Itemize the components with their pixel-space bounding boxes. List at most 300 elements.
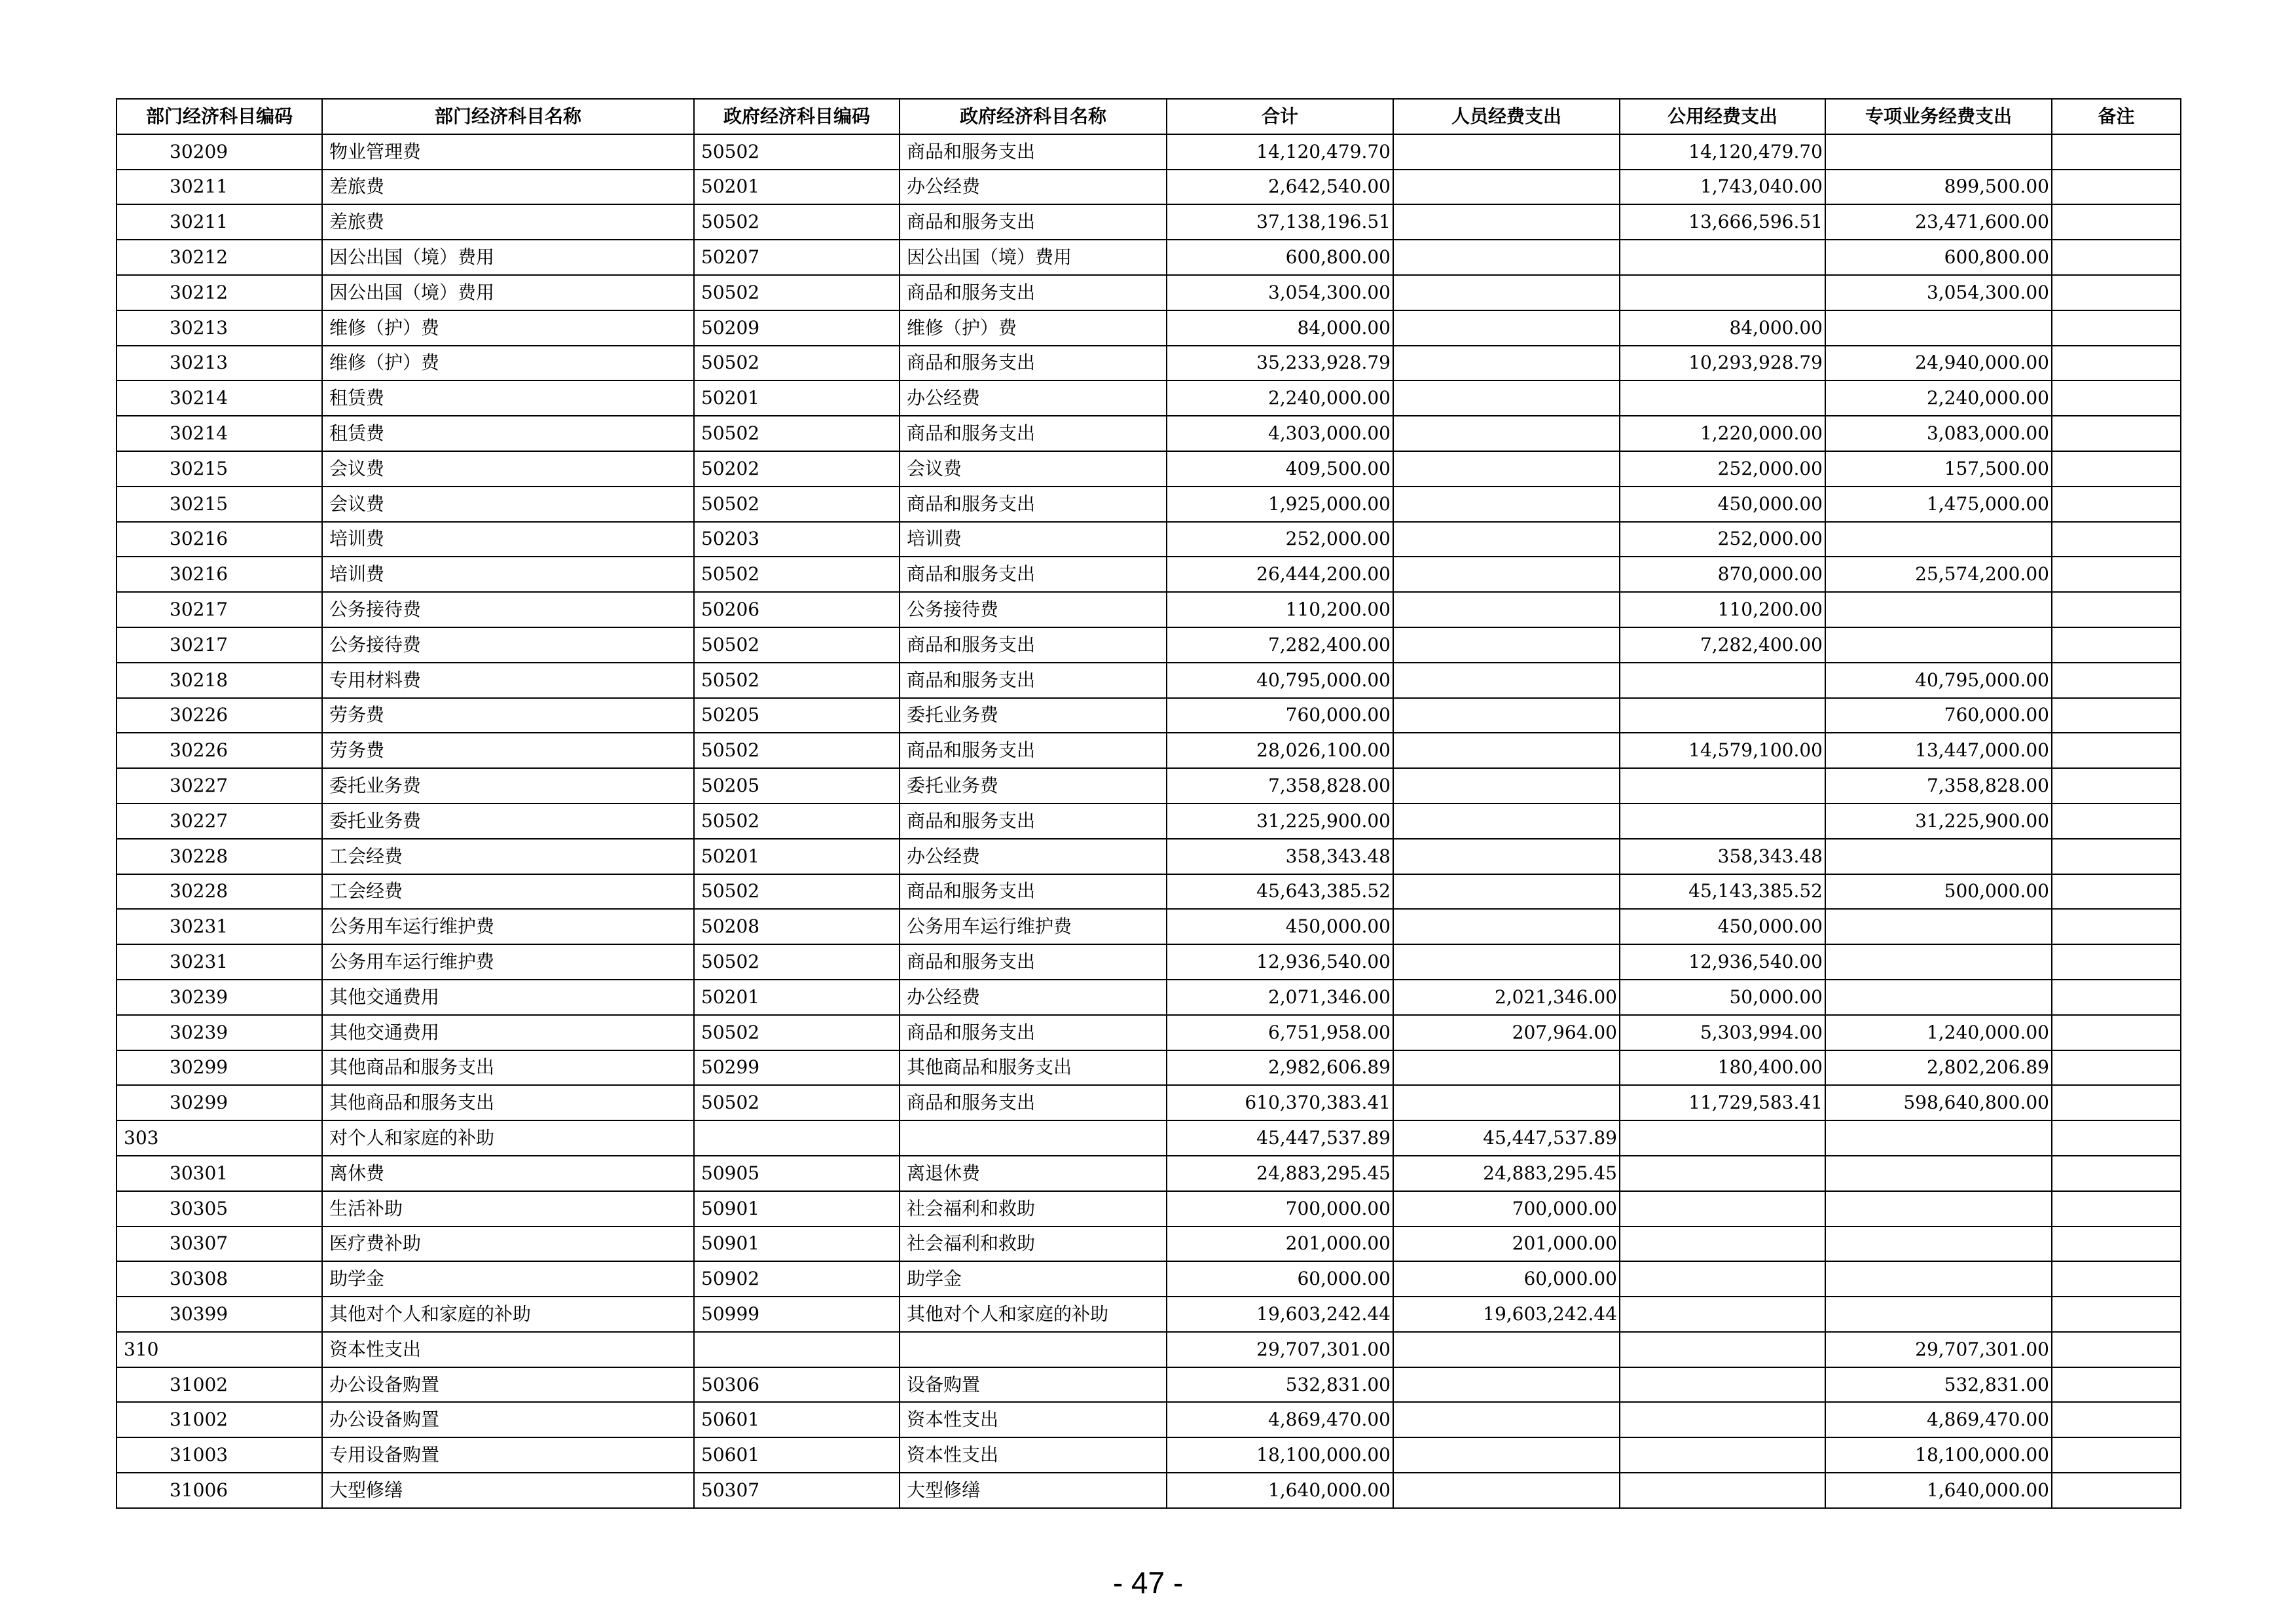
cell-gov-code: 50502 (694, 416, 900, 451)
table-row (117, 874, 2181, 910)
cell-dept-name: 生活补助 (322, 1191, 694, 1227)
cell-special: 1,240,000.00 (1825, 1015, 2052, 1050)
cell-total: 1,640,000.00 (1167, 1473, 1393, 1508)
cell-public: 12,936,540.00 (1620, 944, 1825, 980)
cell-personnel (1393, 839, 1620, 874)
cell-gov-code: 50901 (694, 1227, 900, 1262)
cell-public (1620, 1297, 1825, 1332)
cell-public (1620, 1261, 1825, 1297)
cell-special: 1,475,000.00 (1825, 487, 2052, 522)
cell-total: 6,751,958.00 (1167, 1015, 1393, 1050)
header-note: 备注 (2052, 99, 2181, 134)
cell-special: 3,054,300.00 (1825, 275, 2052, 310)
cell-special (1825, 839, 2052, 874)
cell-personnel (1393, 1085, 1620, 1120)
cell-public (1620, 275, 1825, 310)
cell-personnel (1393, 380, 1620, 416)
cell-gov-code: 50201 (694, 170, 900, 205)
cell-public: 252,000.00 (1620, 522, 1825, 557)
cell-personnel (1393, 275, 1620, 310)
cell-public: 10,293,928.79 (1620, 346, 1825, 381)
cell-dept-name: 公务用车运行维护费 (322, 909, 694, 944)
cell-total: 409,500.00 (1167, 451, 1393, 487)
cell-total: 14,120,479.70 (1167, 134, 1393, 170)
table-row (117, 1261, 2181, 1297)
cell-note (2052, 839, 2181, 874)
cell-note (2052, 1050, 2181, 1086)
cell-special (1825, 909, 2052, 944)
cell-dept-code: 30307 (117, 1227, 322, 1262)
cell-gov-name: 商品和服务支出 (900, 1085, 1167, 1120)
cell-note (2052, 134, 2181, 170)
cell-total: 252,000.00 (1167, 522, 1393, 557)
cell-special: 3,083,000.00 (1825, 416, 2052, 451)
cell-dept-name: 维修（护）费 (322, 346, 694, 381)
table-row (117, 1437, 2181, 1473)
table-row (117, 557, 2181, 592)
cell-personnel: 45,447,537.89 (1393, 1120, 1620, 1156)
cell-gov-name (900, 1332, 1167, 1367)
cell-gov-code: 50502 (694, 346, 900, 381)
cell-dept-code: 30217 (117, 627, 322, 663)
table-row (117, 204, 2181, 240)
table-row (117, 592, 2181, 627)
cell-personnel: 60,000.00 (1393, 1261, 1620, 1297)
cell-gov-code: 50901 (694, 1191, 900, 1227)
header-gov-name: 政府经济科目名称 (900, 99, 1167, 134)
cell-dept-name: 劳务费 (322, 733, 694, 768)
cell-dept-name: 专用材料费 (322, 663, 694, 698)
cell-dept-code: 30215 (117, 451, 322, 487)
cell-gov-name: 商品和服务支出 (900, 874, 1167, 910)
header-personnel: 人员经费支出 (1393, 99, 1620, 134)
cell-personnel (1393, 310, 1620, 346)
cell-gov-code: 50502 (694, 874, 900, 910)
cell-dept-code: 31002 (117, 1367, 322, 1403)
cell-dept-name: 离休费 (322, 1156, 694, 1191)
cell-gov-name: 大型修缮 (900, 1473, 1167, 1508)
cell-dept-code: 30399 (117, 1297, 322, 1332)
cell-personnel (1393, 134, 1620, 170)
cell-dept-code: 31003 (117, 1437, 322, 1473)
cell-note (2052, 1297, 2181, 1332)
cell-gov-name: 其他商品和服务支出 (900, 1050, 1167, 1086)
cell-public (1620, 1402, 1825, 1437)
cell-dept-name: 维修（护）费 (322, 310, 694, 346)
cell-gov-code: 50202 (694, 451, 900, 487)
cell-gov-name: 商品和服务支出 (900, 944, 1167, 980)
cell-personnel (1393, 487, 1620, 522)
cell-personnel (1393, 768, 1620, 803)
cell-dept-name: 培训费 (322, 557, 694, 592)
cell-dept-code: 30299 (117, 1085, 322, 1120)
cell-public: 450,000.00 (1620, 487, 1825, 522)
cell-dept-code: 30216 (117, 522, 322, 557)
table-row (117, 1120, 2181, 1156)
cell-note (2052, 1085, 2181, 1120)
header-total: 合计 (1167, 99, 1393, 134)
cell-special (1825, 134, 2052, 170)
cell-gov-name: 委托业务费 (900, 698, 1167, 733)
cell-gov-name: 商品和服务支出 (900, 733, 1167, 768)
cell-total: 3,054,300.00 (1167, 275, 1393, 310)
cell-gov-code: 50502 (694, 733, 900, 768)
page-number: - 47 - (1112, 1566, 1184, 1600)
cell-gov-name: 办公经费 (900, 170, 1167, 205)
cell-note (2052, 698, 2181, 733)
table-row (117, 1297, 2181, 1332)
cell-personnel (1393, 1402, 1620, 1437)
cell-personnel: 2,021,346.00 (1393, 980, 1620, 1015)
cell-gov-code: 50502 (694, 627, 900, 663)
cell-note (2052, 909, 2181, 944)
table-row (117, 1191, 2181, 1227)
cell-dept-code: 30211 (117, 204, 322, 240)
cell-gov-code: 50502 (694, 204, 900, 240)
cell-gov-name (900, 1120, 1167, 1156)
cell-gov-code: 50601 (694, 1402, 900, 1437)
table-row (117, 1015, 2181, 1050)
cell-special (1825, 522, 2052, 557)
cell-dept-code: 30308 (117, 1261, 322, 1297)
cell-dept-name: 因公出国（境）费用 (322, 240, 694, 275)
cell-personnel: 201,000.00 (1393, 1227, 1620, 1262)
cell-dept-name: 其他商品和服务支出 (322, 1085, 694, 1120)
cell-gov-code: 50306 (694, 1367, 900, 1403)
cell-public: 358,343.48 (1620, 839, 1825, 874)
cell-public (1620, 663, 1825, 698)
cell-gov-name: 办公经费 (900, 980, 1167, 1015)
cell-gov-code: 50206 (694, 592, 900, 627)
table-header-row (117, 99, 2181, 134)
cell-special: 7,358,828.00 (1825, 768, 2052, 803)
cell-special: 23,471,600.00 (1825, 204, 2052, 240)
cell-dept-code: 30231 (117, 944, 322, 980)
cell-gov-code: 50203 (694, 522, 900, 557)
cell-personnel (1393, 557, 1620, 592)
cell-dept-name: 办公设备购置 (322, 1367, 694, 1403)
cell-total: 19,603,242.44 (1167, 1297, 1393, 1332)
cell-total: 532,831.00 (1167, 1367, 1393, 1403)
cell-note (2052, 768, 2181, 803)
cell-public: 11,729,583.41 (1620, 1085, 1825, 1120)
cell-dept-code: 30305 (117, 1191, 322, 1227)
cell-dept-name: 助学金 (322, 1261, 694, 1297)
cell-total: 760,000.00 (1167, 698, 1393, 733)
cell-gov-code: 50902 (694, 1261, 900, 1297)
cell-total: 60,000.00 (1167, 1261, 1393, 1297)
cell-gov-name: 公务接待费 (900, 592, 1167, 627)
cell-personnel (1393, 733, 1620, 768)
cell-gov-code: 50307 (694, 1473, 900, 1508)
cell-note (2052, 803, 2181, 839)
cell-dept-code: 30226 (117, 733, 322, 768)
table-row (117, 134, 2181, 170)
cell-personnel (1393, 204, 1620, 240)
cell-public (1620, 1120, 1825, 1156)
table-row (117, 170, 2181, 205)
table-row (117, 1156, 2181, 1191)
table-row (117, 240, 2181, 275)
cell-dept-name: 差旅费 (322, 204, 694, 240)
cell-gov-code: 50502 (694, 134, 900, 170)
cell-total: 2,071,346.00 (1167, 980, 1393, 1015)
cell-special: 1,640,000.00 (1825, 1473, 2052, 1508)
cell-special: 13,447,000.00 (1825, 733, 2052, 768)
cell-dept-name: 委托业务费 (322, 803, 694, 839)
cell-gov-code: 50502 (694, 803, 900, 839)
table-row (117, 310, 2181, 346)
cell-special (1825, 1261, 2052, 1297)
cell-special: 40,795,000.00 (1825, 663, 2052, 698)
cell-special: 600,800.00 (1825, 240, 2052, 275)
table-row (117, 980, 2181, 1015)
cell-dept-name: 专用设备购置 (322, 1437, 694, 1473)
cell-special (1825, 1227, 2052, 1262)
cell-total: 26,444,200.00 (1167, 557, 1393, 592)
cell-dept-code: 30239 (117, 1015, 322, 1050)
table-row (117, 275, 2181, 310)
cell-dept-name: 工会经费 (322, 874, 694, 910)
cell-total: 110,200.00 (1167, 592, 1393, 627)
cell-public (1620, 1332, 1825, 1367)
cell-gov-name: 社会福利和救助 (900, 1227, 1167, 1262)
cell-dept-code: 30212 (117, 275, 322, 310)
cell-gov-name: 资本性支出 (900, 1437, 1167, 1473)
cell-dept-code: 30228 (117, 874, 322, 910)
cell-gov-name: 培训费 (900, 522, 1167, 557)
cell-gov-name: 委托业务费 (900, 768, 1167, 803)
cell-gov-code: 50502 (694, 487, 900, 522)
cell-public (1620, 380, 1825, 416)
cell-gov-name: 办公经费 (900, 839, 1167, 874)
cell-public (1620, 803, 1825, 839)
cell-gov-name: 商品和服务支出 (900, 134, 1167, 170)
cell-public: 180,400.00 (1620, 1050, 1825, 1086)
cell-dept-code: 30239 (117, 980, 322, 1015)
table-row (117, 1402, 2181, 1437)
table-row (117, 1367, 2181, 1403)
cell-gov-name: 其他对个人和家庭的补助 (900, 1297, 1167, 1332)
cell-total: 31,225,900.00 (1167, 803, 1393, 839)
cell-gov-code: 50208 (694, 909, 900, 944)
cell-dept-name: 会议费 (322, 487, 694, 522)
cell-note (2052, 592, 2181, 627)
cell-note (2052, 451, 2181, 487)
cell-dept-name: 培训费 (322, 522, 694, 557)
table-row (117, 768, 2181, 803)
table-row (117, 346, 2181, 381)
cell-personnel (1393, 592, 1620, 627)
table-body (117, 134, 2181, 1508)
cell-public (1620, 1367, 1825, 1403)
cell-dept-name: 工会经费 (322, 839, 694, 874)
table-row (117, 1050, 2181, 1086)
cell-gov-code (694, 1332, 900, 1367)
cell-gov-name: 离退休费 (900, 1156, 1167, 1191)
cell-public (1620, 1437, 1825, 1473)
cell-total: 358,343.48 (1167, 839, 1393, 874)
cell-special: 24,940,000.00 (1825, 346, 2052, 381)
cell-personnel: 19,603,242.44 (1393, 1297, 1620, 1332)
cell-public: 84,000.00 (1620, 310, 1825, 346)
cell-personnel (1393, 451, 1620, 487)
cell-personnel (1393, 170, 1620, 205)
cell-gov-name: 商品和服务支出 (900, 627, 1167, 663)
cell-gov-code: 50999 (694, 1297, 900, 1332)
cell-dept-name: 公务接待费 (322, 592, 694, 627)
cell-special (1825, 980, 2052, 1015)
cell-gov-name: 因公出国（境）费用 (900, 240, 1167, 275)
cell-dept-code: 30228 (117, 839, 322, 874)
table-row (117, 663, 2181, 698)
cell-gov-name: 商品和服务支出 (900, 416, 1167, 451)
cell-gov-name: 商品和服务支出 (900, 663, 1167, 698)
cell-total: 18,100,000.00 (1167, 1437, 1393, 1473)
cell-gov-code: 50205 (694, 768, 900, 803)
cell-gov-code: 50205 (694, 698, 900, 733)
table-row (117, 909, 2181, 944)
cell-personnel (1393, 522, 1620, 557)
header-dept-code: 部门经济科目编码 (117, 99, 322, 134)
cell-note (2052, 240, 2181, 275)
cell-note (2052, 487, 2181, 522)
cell-total: 28,026,100.00 (1167, 733, 1393, 768)
cell-dept-code: 30227 (117, 803, 322, 839)
cell-dept-code: 303 (117, 1120, 322, 1156)
cell-dept-code: 30299 (117, 1050, 322, 1086)
cell-dept-code: 30217 (117, 592, 322, 627)
cell-gov-name: 商品和服务支出 (900, 557, 1167, 592)
cell-dept-code: 30227 (117, 768, 322, 803)
cell-personnel (1393, 803, 1620, 839)
cell-total: 84,000.00 (1167, 310, 1393, 346)
cell-total: 2,240,000.00 (1167, 380, 1393, 416)
table-row (117, 451, 2181, 487)
cell-personnel (1393, 240, 1620, 275)
cell-dept-name: 其他交通费用 (322, 1015, 694, 1050)
cell-note (2052, 346, 2181, 381)
cell-total: 29,707,301.00 (1167, 1332, 1393, 1367)
cell-note (2052, 1261, 2181, 1297)
cell-note (2052, 1015, 2181, 1050)
cell-special: 598,640,800.00 (1825, 1085, 2052, 1120)
cell-dept-name: 办公设备购置 (322, 1402, 694, 1437)
table-row (117, 1227, 2181, 1262)
cell-gov-name: 社会福利和救助 (900, 1191, 1167, 1227)
cell-special (1825, 592, 2052, 627)
cell-total: 600,800.00 (1167, 240, 1393, 275)
cell-total: 45,643,385.52 (1167, 874, 1393, 910)
cell-special (1825, 1120, 2052, 1156)
cell-dept-name: 公务用车运行维护费 (322, 944, 694, 980)
cell-special: 4,869,470.00 (1825, 1402, 2052, 1437)
cell-gov-code: 50905 (694, 1156, 900, 1191)
cell-note (2052, 380, 2181, 416)
cell-note (2052, 1332, 2181, 1367)
cell-personnel (1393, 1332, 1620, 1367)
cell-total: 450,000.00 (1167, 909, 1393, 944)
cell-special: 157,500.00 (1825, 451, 2052, 487)
cell-total: 40,795,000.00 (1167, 663, 1393, 698)
cell-personnel (1393, 698, 1620, 733)
table-row (117, 487, 2181, 522)
cell-total: 610,370,383.41 (1167, 1085, 1393, 1120)
cell-gov-code: 50201 (694, 980, 900, 1015)
cell-gov-name: 办公经费 (900, 380, 1167, 416)
cell-total: 4,303,000.00 (1167, 416, 1393, 451)
cell-total: 700,000.00 (1167, 1191, 1393, 1227)
cell-personnel: 207,964.00 (1393, 1015, 1620, 1050)
cell-total: 35,233,928.79 (1167, 346, 1393, 381)
table-row (117, 380, 2181, 416)
cell-note (2052, 1402, 2181, 1437)
cell-public: 252,000.00 (1620, 451, 1825, 487)
cell-dept-name: 资本性支出 (322, 1332, 694, 1367)
cell-gov-name: 会议费 (900, 451, 1167, 487)
cell-dept-name: 租赁费 (322, 416, 694, 451)
cell-note (2052, 874, 2181, 910)
cell-note (2052, 310, 2181, 346)
table-row (117, 839, 2181, 874)
cell-dept-code: 30214 (117, 416, 322, 451)
cell-public: 5,303,994.00 (1620, 1015, 1825, 1050)
table-row (117, 416, 2181, 451)
cell-dept-name: 租赁费 (322, 380, 694, 416)
cell-note (2052, 416, 2181, 451)
cell-special (1825, 627, 2052, 663)
cell-gov-name: 商品和服务支出 (900, 1015, 1167, 1050)
cell-total: 7,358,828.00 (1167, 768, 1393, 803)
cell-personnel (1393, 416, 1620, 451)
cell-gov-name: 公务用车运行维护费 (900, 909, 1167, 944)
cell-special: 2,240,000.00 (1825, 380, 2052, 416)
cell-personnel (1393, 1367, 1620, 1403)
cell-total: 1,925,000.00 (1167, 487, 1393, 522)
cell-public: 1,743,040.00 (1620, 170, 1825, 205)
cell-dept-code: 30215 (117, 487, 322, 522)
cell-dept-code: 310 (117, 1332, 322, 1367)
cell-personnel (1393, 1050, 1620, 1086)
cell-dept-code: 30216 (117, 557, 322, 592)
table-row (117, 1332, 2181, 1367)
cell-gov-code: 50502 (694, 1015, 900, 1050)
cell-personnel: 24,883,295.45 (1393, 1156, 1620, 1191)
cell-personnel (1393, 346, 1620, 381)
table-row (117, 944, 2181, 980)
cell-public (1620, 1227, 1825, 1262)
cell-special (1825, 310, 2052, 346)
cell-personnel (1393, 663, 1620, 698)
cell-gov-name: 商品和服务支出 (900, 204, 1167, 240)
cell-note (2052, 1473, 2181, 1508)
cell-dept-code: 30213 (117, 310, 322, 346)
cell-dept-name: 大型修缮 (322, 1473, 694, 1508)
cell-note (2052, 557, 2181, 592)
cell-dept-code: 30218 (117, 663, 322, 698)
cell-dept-code: 30209 (117, 134, 322, 170)
cell-gov-code: 50209 (694, 310, 900, 346)
cell-gov-name: 商品和服务支出 (900, 487, 1167, 522)
cell-total: 2,642,540.00 (1167, 170, 1393, 205)
cell-special: 500,000.00 (1825, 874, 2052, 910)
cell-total: 45,447,537.89 (1167, 1120, 1393, 1156)
cell-public (1620, 1156, 1825, 1191)
cell-special: 29,707,301.00 (1825, 1332, 2052, 1367)
cell-gov-name: 维修（护）费 (900, 310, 1167, 346)
table-row (117, 733, 2181, 768)
cell-public: 450,000.00 (1620, 909, 1825, 944)
